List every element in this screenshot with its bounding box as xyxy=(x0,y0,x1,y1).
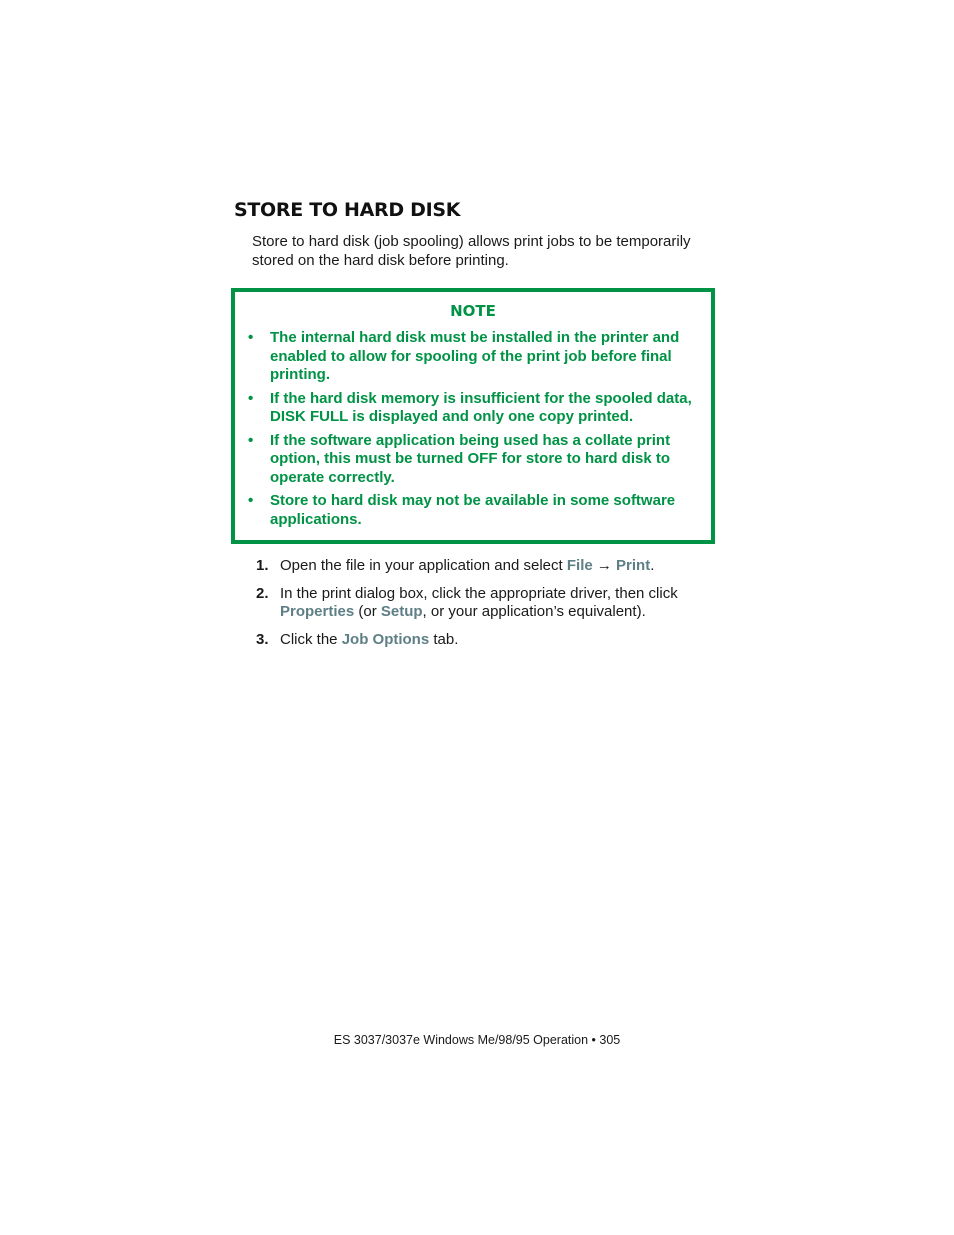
note-item xyxy=(248,492,698,529)
step-number: 3. xyxy=(256,630,269,648)
step-text: tab. xyxy=(429,630,459,648)
steps-list xyxy=(256,557,716,658)
step-text: . xyxy=(650,557,655,574)
note-box xyxy=(231,288,715,544)
step-item xyxy=(256,585,716,622)
note-list xyxy=(248,329,698,534)
intro-paragraph: Store to hard disk (job spooling) allows print jobs to be temporarily stored on the hard disk before printing. xyxy=(252,233,691,269)
setup-term: Setup xyxy=(380,603,423,620)
step-item xyxy=(256,631,716,650)
step-text: Open the file in your application and select xyxy=(280,557,567,574)
menu-print-term: Print xyxy=(616,557,651,574)
step-text: Click the xyxy=(280,630,342,648)
step-text: (or xyxy=(354,603,381,620)
step-text: In the print dialog box, click the appropriate driver, then click xyxy=(280,584,678,602)
page-footer: ES 3037/3037e Windows Me/98/95 Operation • 305 xyxy=(333,1033,621,1047)
page-title: STORE TO HARD DISK xyxy=(234,199,461,221)
properties-term: Properties xyxy=(280,603,355,620)
bullet-icon: • xyxy=(248,389,254,407)
step-number: 2. xyxy=(256,584,269,602)
bullet-icon: • xyxy=(248,431,254,449)
note-item-text: Store to hard disk may not be available in some software applications. xyxy=(270,492,676,528)
note-item xyxy=(248,390,698,427)
note-item-text: If the software application being used has a collate print option, this must be turned OFF for store to hard disk to operate correctly. xyxy=(270,431,671,486)
bullet-icon: • xyxy=(248,329,254,346)
note-item-text: The internal hard disk must be installed in the printer and enabled to allow for spooling of the print job before final printing. xyxy=(270,329,680,383)
step-number: 1. xyxy=(256,557,269,574)
bullet-icon: • xyxy=(248,492,254,509)
arrow-icon: → xyxy=(592,557,617,574)
menu-file-term: File xyxy=(566,557,593,574)
note-item-text: If the hard disk memory is insufficient for the spooled data, DISK FULL is displayed and only one copy printed. xyxy=(270,389,692,425)
step-item xyxy=(256,557,716,576)
step-text: , or your application’s equivalent). xyxy=(422,603,646,620)
note-heading: NOTE xyxy=(450,302,496,320)
note-item xyxy=(248,329,698,385)
note-item xyxy=(248,432,698,488)
job-options-term: Job Options xyxy=(341,630,430,648)
